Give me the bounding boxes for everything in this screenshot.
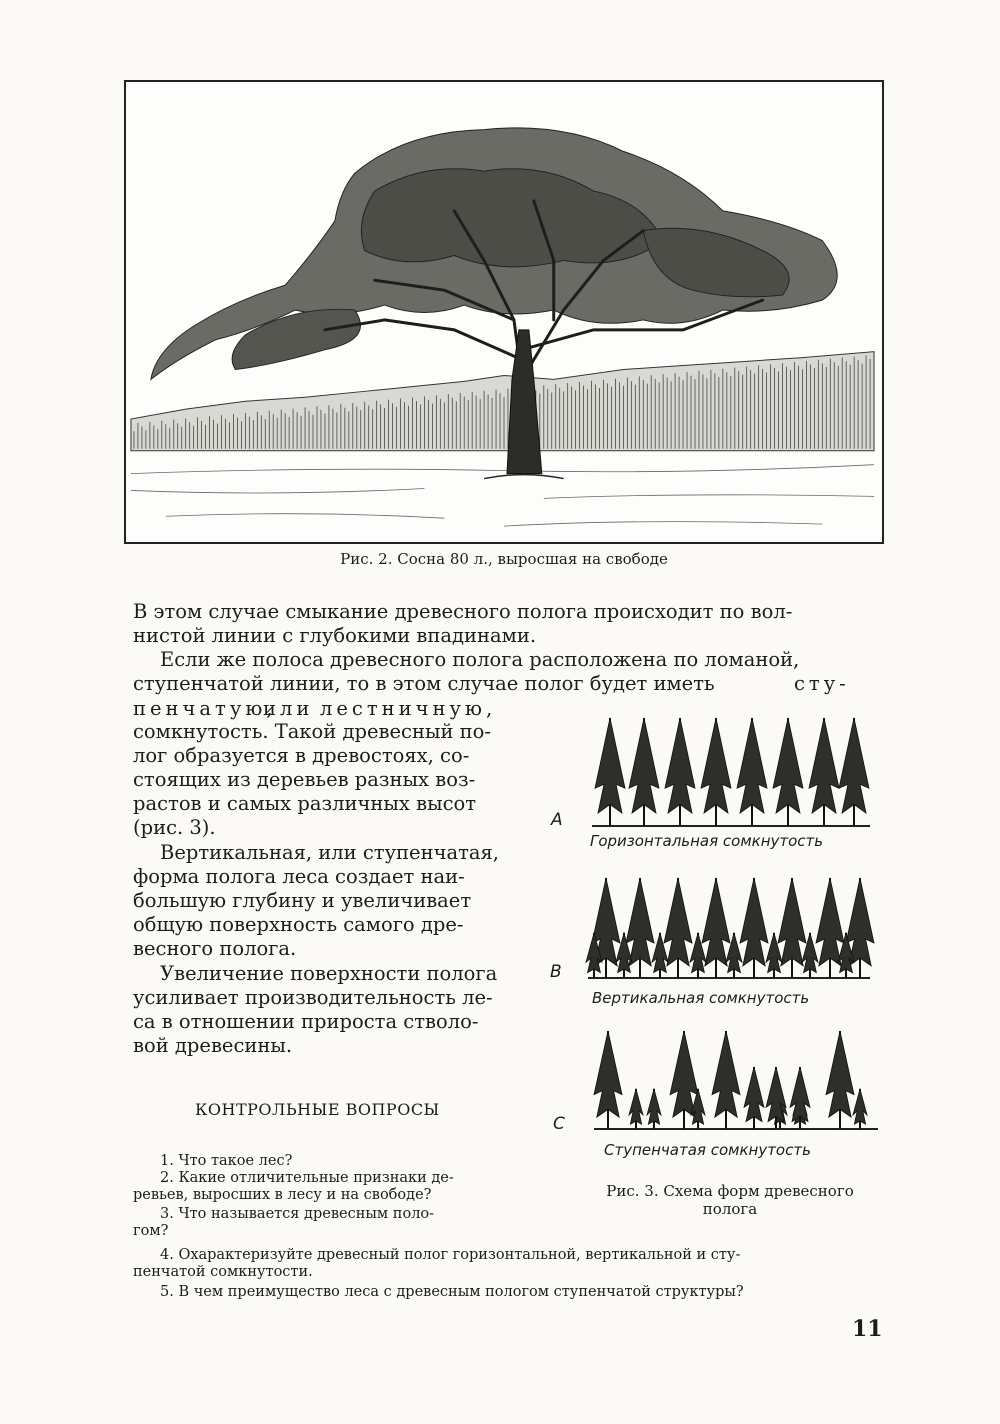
panel-a-tree (665, 718, 695, 826)
question-3-line1: 3. Что называется древесным поло- (160, 1206, 435, 1222)
panel-c-letter: С (553, 1114, 565, 1134)
panel-c-tree-mid (766, 1067, 786, 1129)
para2-line2a: ступенчатой линии, то в этом случае полог будет иметь (133, 672, 715, 695)
panel-a-tree (809, 718, 839, 826)
para2-line3a: пенчатую, (133, 697, 277, 720)
panel-c-tree-tall (712, 1031, 740, 1129)
para2-line2b: сту- (794, 672, 850, 695)
panel-c-tree-mid (790, 1067, 810, 1129)
panel-c-tree-short (647, 1089, 661, 1129)
pine-tree-illustration (124, 80, 884, 544)
panel-a-tree (839, 718, 869, 826)
panel-a-tree (629, 718, 659, 826)
panel-c-tree-short (853, 1089, 867, 1129)
question-1: 1. Что такое лес? (160, 1153, 293, 1169)
para4-line1: Увеличение поверхности полога (160, 962, 498, 985)
panel-c-tree-tall (826, 1031, 854, 1129)
panel-c-label: Ступенчатая сомкнутость (604, 1141, 811, 1159)
canopy-schemes (548, 700, 890, 1170)
para2-line7: растов и самых различных высот (133, 792, 477, 815)
panel-a-tree (595, 718, 625, 826)
question-3-line2: гом? (133, 1223, 169, 1239)
panel-a-letter: А (551, 810, 563, 830)
para2-line3b: или (263, 697, 314, 720)
figure-2-caption: Рис. 2. Сосна 80 л., выросшая на свободе (340, 550, 668, 568)
para2-line5: лог образуется в древостоях, со- (133, 744, 470, 767)
panel-b-tree-tall (740, 878, 768, 978)
page-number: 11 (852, 1316, 883, 1342)
panel-a-tree (701, 718, 731, 826)
panel-b-tree-tall (778, 878, 806, 978)
panel-b-trees (586, 878, 874, 978)
figure-3-caption (570, 1182, 890, 1218)
para2-line4: сомкнутость. Такой древесный по- (133, 720, 491, 743)
para3-line1: Вертикальная, или ступенчатая, (160, 841, 500, 864)
questions-heading: КОНТРОЛЬНЫЕ ВОПРОСЫ (195, 1100, 440, 1119)
panel-c-tree-tall (670, 1031, 698, 1129)
para1-line2: нистой линии с глубокими впадинами. (133, 624, 537, 647)
panel-a-tree (737, 718, 767, 826)
para4-line4: вой древесины. (133, 1034, 293, 1057)
panel-c-tree-short (629, 1089, 643, 1129)
para4-line2: усиливает производительность ле- (133, 986, 493, 1009)
canopy-diagram (548, 700, 890, 1170)
panel-c-trees (594, 1031, 867, 1129)
panel-b-tree-tall (816, 878, 844, 978)
panel-b-tree-tall (626, 878, 654, 978)
panel-c-tree-tall (594, 1031, 622, 1129)
para3-line3: большую глубину и увеличивает (133, 889, 472, 912)
panel-a-trees (595, 718, 869, 826)
panel-a-label: Горизонтальная сомкнутость (590, 832, 824, 850)
panel-a-tree (773, 718, 803, 826)
para3-line5: весного полога. (133, 937, 297, 960)
para2-line8: (рис. 3). (133, 816, 216, 839)
question-2-line2: ревьев, выросших в лесу и на свободе? (133, 1187, 432, 1203)
question-5: 5. В чем преимущество леса с древесным пологом ступенчатой структуры? (160, 1284, 744, 1300)
panel-b-letter: В (550, 962, 562, 982)
panel-b-label: Вертикальная сомкнутость (592, 989, 810, 1007)
panel-c-tree-mid (744, 1067, 764, 1129)
figure-3-caption-line2: полога (702, 1200, 758, 1218)
figure-3-caption-line1: Рис. 3. Схема форм древесного (606, 1182, 854, 1200)
panel-b-tree-tall (702, 878, 730, 978)
para3-line4: общую поверхность самого дре- (133, 913, 464, 936)
question-4-line2: пенчатой сомкнутости. (133, 1264, 313, 1280)
panel-b-tree-tall (664, 878, 692, 978)
panel-c-tree-short (691, 1089, 705, 1129)
question-4-line1: 4. Охарактеризуйте древесный полог горизонтальной, вертикальной и сту- (160, 1247, 741, 1263)
para2-line1: Если же полоса древесного полога расположена по ломаной, (160, 648, 800, 671)
para3-line2: форма полога леса создает наи- (133, 865, 465, 888)
para4-line3: са в отношении прироста стволо- (133, 1010, 479, 1033)
para1-line1: В этом случае смыкание древесного полога происходит по вол- (133, 600, 793, 623)
question-2-line1: 2. Какие отличительные признаки де- (160, 1170, 454, 1186)
para2-line6: стоящих из деревьев разных воз- (133, 768, 476, 791)
para2-line3c: лестничную, (320, 697, 497, 720)
